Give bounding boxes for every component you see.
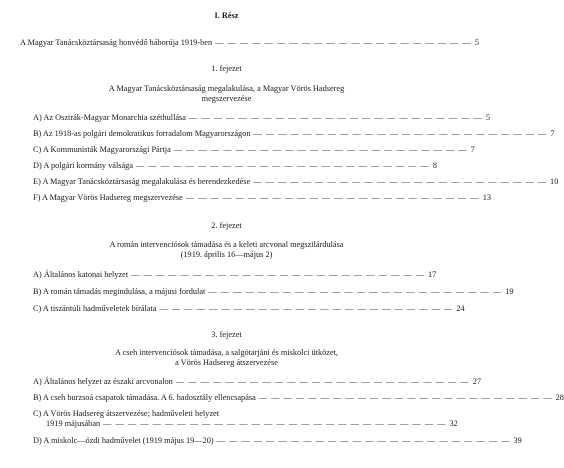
dot-leader: — — — — — — — — — — — — — — — — — — — — — — — —	[159, 304, 454, 313]
toc-entry: A) Általános katonai helyzet — — — — — — — — — — — — — — — — — — — — — — — — 17	[33, 270, 437, 279]
toc-entry: 1919 májusában — — — — — — — — — — — — — — — — — — — — — — — — — — — — 32	[46, 419, 458, 428]
chapter-2-heading: 2. fejezet	[211, 221, 242, 230]
toc-entry: F) A Magyar Vörös Hadsereg megszervezése — — — — — — — — — — — — — — — — — — — — — — — — 13	[33, 193, 491, 202]
dot-leader: — — — — — — — — — — — — — — — — — — — — — — — —	[188, 113, 483, 122]
dot-leader: — — — — — — — — — — — — — — — — — — — — — — — —	[131, 270, 425, 279]
chapter-3-title-line: a Vörös Hadsereg átszervezése	[175, 358, 278, 367]
intro-entry-page: 5	[474, 38, 479, 47]
dot-leader: — — — — — — — — — — — — — — — — — — — — — — — —	[208, 287, 503, 296]
dot-leader: — — — — — — — — — — — — — — — — — — — — — — — —	[185, 193, 480, 202]
toc-entry: D) A miskolc—ózdi hadművelet (1919 május 19—20) — — — — — — — — — — — — — — — — — — — — — — — — 39	[33, 436, 522, 445]
dot-leader: — — — — — — — — — — — — — — — — — — — — — — — —	[253, 177, 548, 186]
chapter-2-title-line: A román intervenciósok támadása és a keleti arcvonal megszilárdulása	[109, 240, 344, 249]
dot-leader: — — — — — — — — — — — — — — — — — — — — — — — —	[136, 161, 430, 170]
part-title: I. Rész	[214, 11, 239, 20]
intro-entry	[20, 38, 479, 49]
chapter-1-heading: 1. fejezet	[211, 64, 242, 73]
toc-entry: B) Az 1918-as polgári demokratikus forradalom Magyarországon — — — — — — — — — — — — — — — — — — — — — — — — 7	[33, 129, 555, 138]
toc-entry: E) A Magyar Tanácsköztársaság megalakulása és berendezkedése — — — — — — — — — — — — — — — — — — — — — — — — 10	[33, 177, 559, 186]
intro-entry-text: A Magyar Tanácsköztársaság honvédő háborúja 1919-ben	[20, 38, 213, 47]
toc-entry: C) A tiszántúli hadműveletek bírálata — — — — — — — — — — — — — — — — — — — — — — — — 24	[33, 304, 465, 313]
chapter-3-title-line: A cseh intervenciósok támadása, a salgótarjáni és miskolci ütközet,	[114, 348, 339, 357]
dot-leader: — — — — — — — — — — — — — — — — — — — — — — — —	[173, 145, 468, 154]
toc-entry: B) A román támadás megindulása, a májusi fordulat — — — — — — — — — — — — — — — — — — — — — — — — 19	[33, 287, 514, 296]
dot-leader: — — — — — — — — — — — — — — — — — — — — — — — — — — — —	[103, 419, 447, 428]
toc-entry: A) Az Osztrák-Magyar Monarchia széthullása — — — — — — — — — — — — — — — — — — — — — — — — 5	[33, 113, 490, 122]
dot-leader: — — — — — — — — — — — — — — — — — — — — — — — —	[175, 377, 470, 386]
dot-leader: — — — — — — — — — — — — — — — — — — — — — — — —	[216, 436, 511, 445]
chapter-1-title-line: megszervezése	[201, 94, 252, 103]
chapter-1-title-line: A Magyar Tanácsköztársaság megalakulása, a Magyar Vörös Hadsereg	[108, 84, 345, 93]
toc-entry: B) A cseh burzsoá csapatok támadása. A 6. hadosztály ellencsapása — — — — — — — — — — — — — — — — — — — — — — — — 28	[33, 393, 564, 402]
toc-entry: A) Általános helyzet az északi arcvonalon — — — — — — — — — — — — — — — — — — — — — — — — 27	[33, 377, 481, 386]
chapter-2-title-line: (1919. április 16—május 2)	[180, 250, 273, 259]
chapter-3-heading: 3. fejezet	[211, 330, 242, 339]
dot-leader: — — — — — — — — — — — — — — — — — — — — — — — —	[258, 393, 553, 402]
toc-entry: C) A Kommunisták Magyarországi Pártja — — — — — — — — — — — — — — — — — — — — — — — — 7	[33, 145, 475, 154]
toc-entry-first-line: C) A Vörös Hadsereg átszervezése; hadműveleti helyzet	[33, 409, 219, 418]
toc-entry: D) A polgári kormány válsága — — — — — — — — — — — — — — — — — — — — — — — — 8	[33, 161, 437, 170]
dot-leader: — — — — — — — — — — — — — — — — — — — — —	[215, 38, 472, 47]
dot-leader: — — — — — — — — — — — — — — — — — — — — — — — —	[253, 129, 548, 138]
